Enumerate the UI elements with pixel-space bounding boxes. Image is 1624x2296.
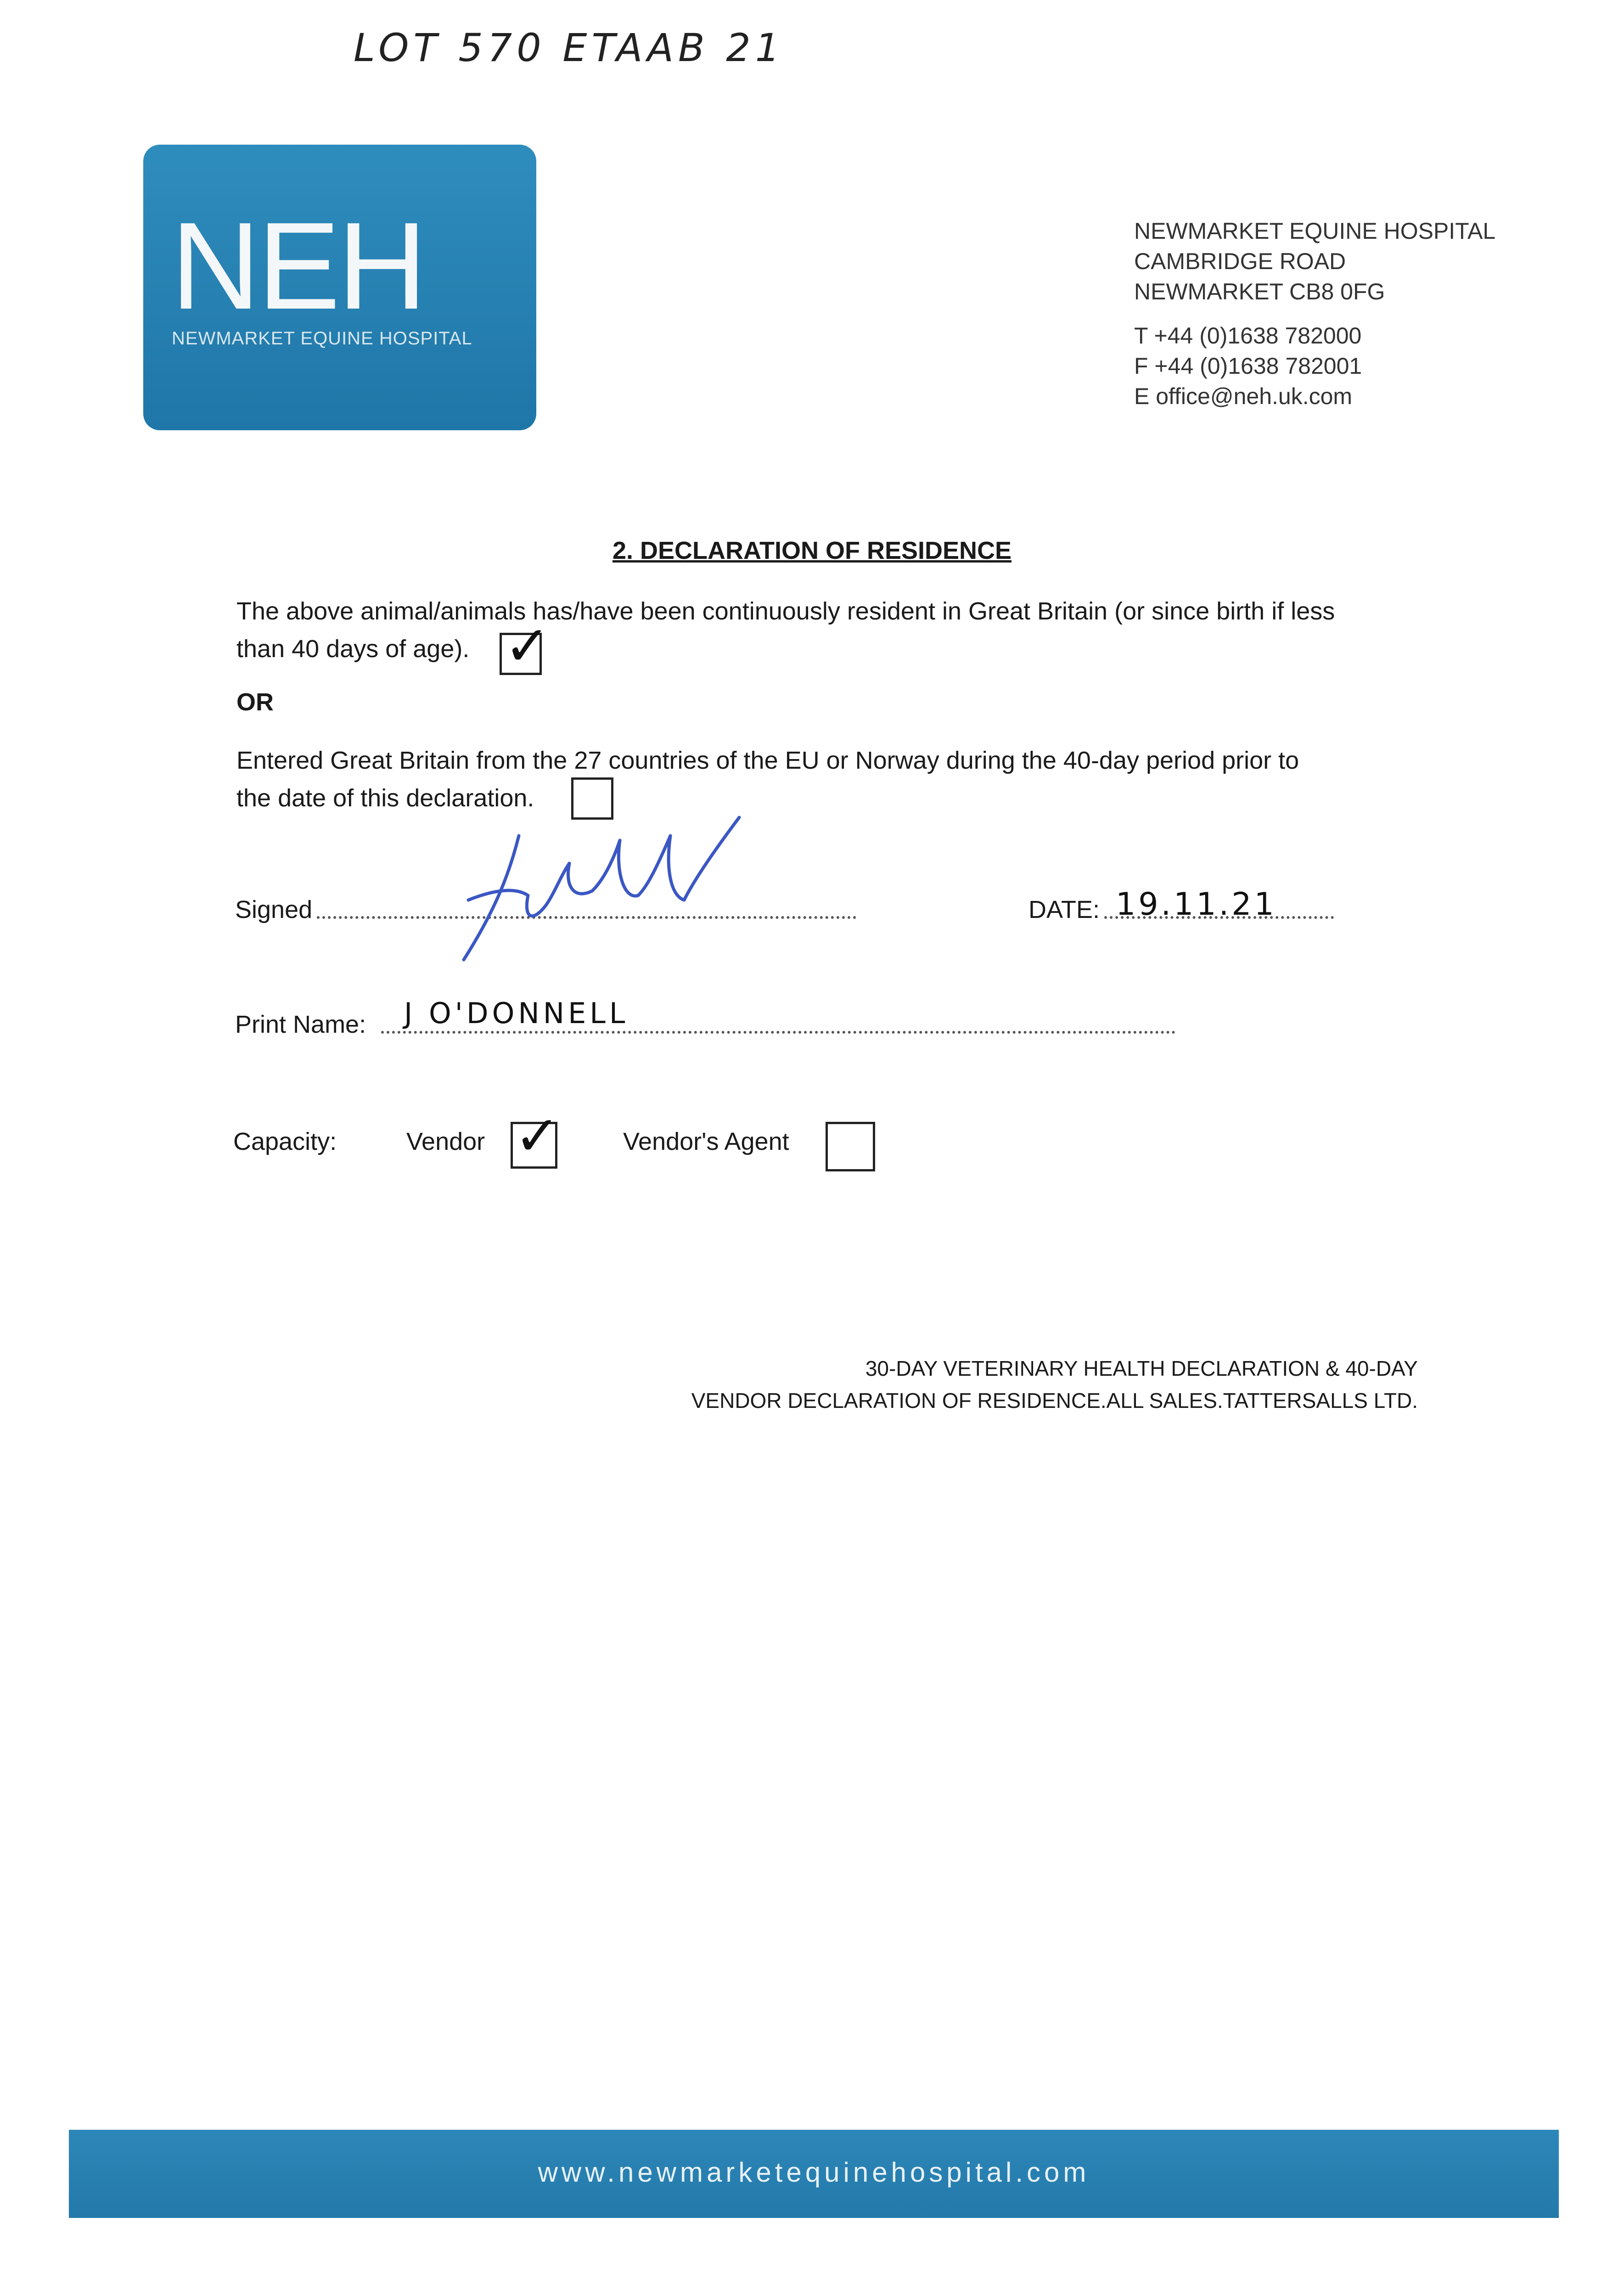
address-line: CAMBRIDGE ROAD bbox=[1134, 248, 1346, 274]
address-line: NEWMARKET CB8 0FG bbox=[1134, 279, 1385, 304]
option1-line1: The above animal/animals has/have been continuously resident in Great Britain (or since birth if less bbox=[236, 597, 1335, 625]
print-name-line[interactable] bbox=[381, 1031, 1175, 1034]
logo-subtitle: NEWMARKET EQUINE HOSPITAL bbox=[172, 328, 472, 349]
footer-line2: VENDOR DECLARATION OF RESIDENCE.ALL SALES.TATTERSALLS LTD. bbox=[691, 1389, 1418, 1412]
handwritten-lot-note: LOT 570 ETAAB 21 bbox=[354, 25, 785, 70]
website-bar bbox=[69, 2130, 1559, 2218]
email-address: E office@neh.uk.com bbox=[1134, 383, 1353, 409]
option1-text bbox=[236, 592, 1335, 668]
date-value: 19.11.21 bbox=[1116, 886, 1277, 923]
footer-line1: 30-DAY VETERINARY HEALTH DECLARATION & 40-DAY bbox=[865, 1356, 1418, 1380]
vendors-agent-checkbox[interactable] bbox=[826, 1122, 875, 1171]
logo-mark: NEH bbox=[171, 197, 425, 335]
neh-logo bbox=[143, 145, 536, 430]
date-label: DATE: bbox=[1028, 896, 1100, 923]
vendors-agent-label: Vendor's Agent bbox=[623, 1128, 789, 1155]
signed-label: Signed bbox=[235, 896, 313, 923]
option2-line1: Entered Great Britain from the 27 countries of the EU or Norway during the 40-day period prior to bbox=[236, 747, 1299, 774]
capacity-label: Capacity: bbox=[233, 1128, 337, 1155]
section-title: 2. DECLARATION OF RESIDENCE bbox=[612, 537, 1012, 564]
fax-number: F +44 (0)1638 782001 bbox=[1134, 353, 1362, 379]
resident-check-icon: ✓ bbox=[504, 614, 551, 678]
option2-text bbox=[236, 742, 1299, 817]
or-label: OR bbox=[236, 688, 274, 716]
vendor-check-icon: ✓ bbox=[514, 1104, 561, 1168]
address-block bbox=[1134, 216, 1495, 411]
address-line: NEWMARKET EQUINE HOSPITAL bbox=[1134, 218, 1496, 244]
vendor-label: Vendor bbox=[406, 1128, 485, 1155]
option1-line2: than 40 days of age). bbox=[236, 635, 470, 663]
print-name-label: Print Name: bbox=[235, 1011, 366, 1038]
website-link[interactable]: www.newmarketequinehospital.com bbox=[538, 2157, 1090, 2188]
print-name-value: J O'DONNELL bbox=[404, 996, 629, 1030]
signature-scribble bbox=[455, 808, 776, 974]
phone-number: T +44 (0)1638 782000 bbox=[1134, 323, 1362, 349]
option2-line2: the date of this declaration. bbox=[236, 784, 534, 812]
